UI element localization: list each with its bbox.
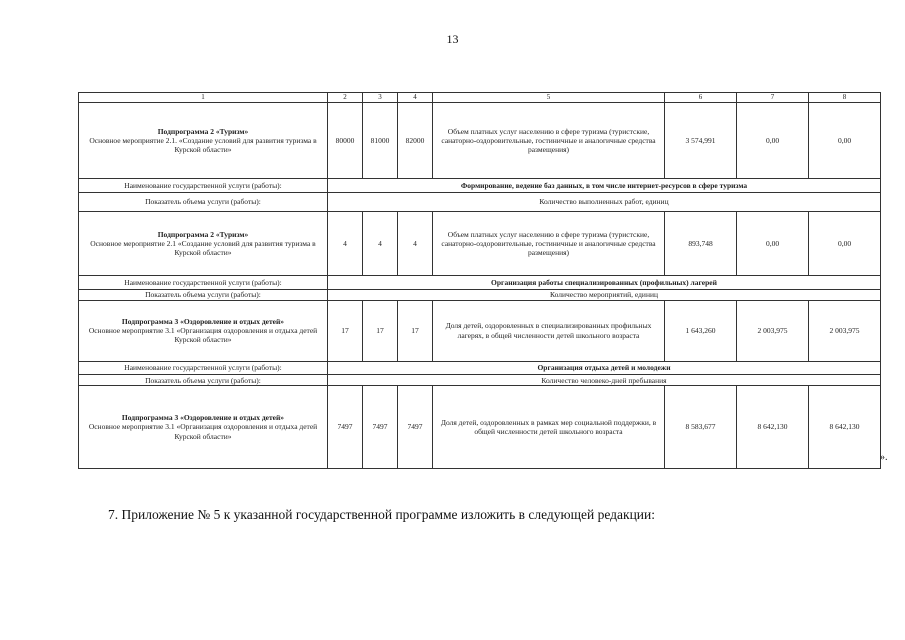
service-label: Наименование государственной услуги (работы): (79, 361, 328, 374)
value-cell: 4 (363, 212, 398, 276)
header-cell: 7 (737, 93, 809, 103)
header-cell: 8 (809, 93, 881, 103)
service-value: Организация работы специализированных (профильных) лагерей (328, 276, 881, 289)
header-cell: 5 (433, 93, 665, 103)
header-cell: 2 (328, 93, 363, 103)
volume-label: Показатель объема услуги (работы): (79, 289, 328, 300)
value-cell: 0,00 (737, 212, 809, 276)
header-row (79, 93, 881, 103)
value-cell: 7497 (328, 386, 363, 469)
volume-row (79, 375, 881, 386)
value-cell: 2 003,975 (809, 300, 881, 361)
program-row (79, 212, 881, 276)
amendment-paragraph: 7. Приложение № 5 к указанной государственной программе изложить в следующей редакции: (108, 507, 655, 522)
service-value: Формирование, ведение баз данных, в том числе интернет-ресурсов в сфере туризма (328, 179, 881, 192)
program-title: Подпрограмма 2 «Туризм» (157, 126, 249, 136)
program-title: Подпрограмма 3 «Оздоровление и отдых детей» (121, 413, 285, 423)
value-cell: 3 574,991 (665, 102, 737, 178)
volume-value: Количество выполненных работ, единиц (328, 192, 881, 211)
value-cell: 4 (328, 212, 363, 276)
program-description: Основное мероприятие 2.1. «Создание условий для развития туризма в Курской области» (89, 135, 317, 155)
service-label: Наименование государственной услуги (работы): (79, 276, 328, 289)
program-cell (79, 102, 328, 178)
value-cell: 1 643,260 (665, 300, 737, 361)
value-cell: 893,748 (665, 212, 737, 276)
value-cell: 8 583,677 (665, 386, 737, 469)
value-cell: 0,00 (809, 102, 881, 178)
program-title: Подпрограмма 2 «Туризм» (157, 229, 249, 239)
header-cell: 3 (363, 93, 398, 103)
program-title: Подпрограмма 3 «Оздоровление и отдых детей» (121, 316, 285, 326)
program-cell (79, 386, 328, 469)
header-cell: 6 (665, 93, 737, 103)
program-cell (79, 212, 328, 276)
volume-label: Показатель объема услуги (работы): (79, 192, 328, 211)
indicator-cell: Доля детей, оздоровленных в рамках мер социальной поддержки, в общей численности детей школьного возраста (433, 386, 665, 469)
volume-value: Количество человеко-дней пребывания (328, 375, 881, 386)
value-cell: 17 (363, 300, 398, 361)
closing-quote-mark: ». (880, 452, 888, 463)
program-row (79, 102, 881, 178)
value-cell: 8 642,130 (809, 386, 881, 469)
value-cell: 2 003,975 (737, 300, 809, 361)
program-description: Основное мероприятие 3.1 «Организация оздоровления и отдыха детей Курской области» (88, 422, 318, 441)
value-cell: 7497 (398, 386, 433, 469)
volume-label: Показатель объема услуги (работы): (79, 375, 328, 386)
service-row (79, 179, 881, 192)
value-cell: 17 (328, 300, 363, 361)
indicator-cell: Объем платных услуг населению в сфере туризма (туристские, санаторно-оздоровительные, гостиничные и аналогичные средства размещения) (433, 212, 665, 276)
value-cell: 4 (398, 212, 433, 276)
program-description: Основное мероприятие 2.1 «Создание условий для развития туризма в Курской области» (90, 238, 316, 258)
program-cell (79, 300, 328, 361)
service-row (79, 276, 881, 289)
value-cell: 81000 (363, 102, 398, 178)
value-cell: 17 (398, 300, 433, 361)
indicator-cell: Объем платных услуг населению в сфере туризма (туристские, санаторно-оздоровительные, гостиничные и аналогичные средства размещения) (433, 102, 665, 178)
value-cell: 7497 (363, 386, 398, 469)
program-row (79, 300, 881, 361)
service-label: Наименование государственной услуги (работы): (79, 179, 328, 192)
service-row (79, 361, 881, 374)
services-table (78, 92, 881, 469)
service-value: Организация отдыха детей и молодежи (328, 361, 881, 374)
value-cell: 0,00 (737, 102, 809, 178)
header-cell: 1 (79, 93, 328, 103)
value-cell: 8 642,130 (737, 386, 809, 469)
volume-row (79, 192, 881, 211)
indicator-cell: Доля детей, оздоровленных в специализированных профильных лагерях, в общей численности детей школьного возраста (433, 300, 665, 361)
value-cell: 0,00 (809, 212, 881, 276)
volume-value: Количество мероприятий, единиц (328, 289, 881, 300)
program-row (79, 386, 881, 469)
volume-row (79, 289, 881, 300)
value-cell: 80000 (328, 102, 363, 178)
header-cell: 4 (398, 93, 433, 103)
value-cell: 82000 (398, 102, 433, 178)
program-description: Основное мероприятие 3.1 «Организация оздоровления и отдыха детей Курской области» (88, 326, 318, 345)
page-number: 13 (446, 32, 459, 46)
